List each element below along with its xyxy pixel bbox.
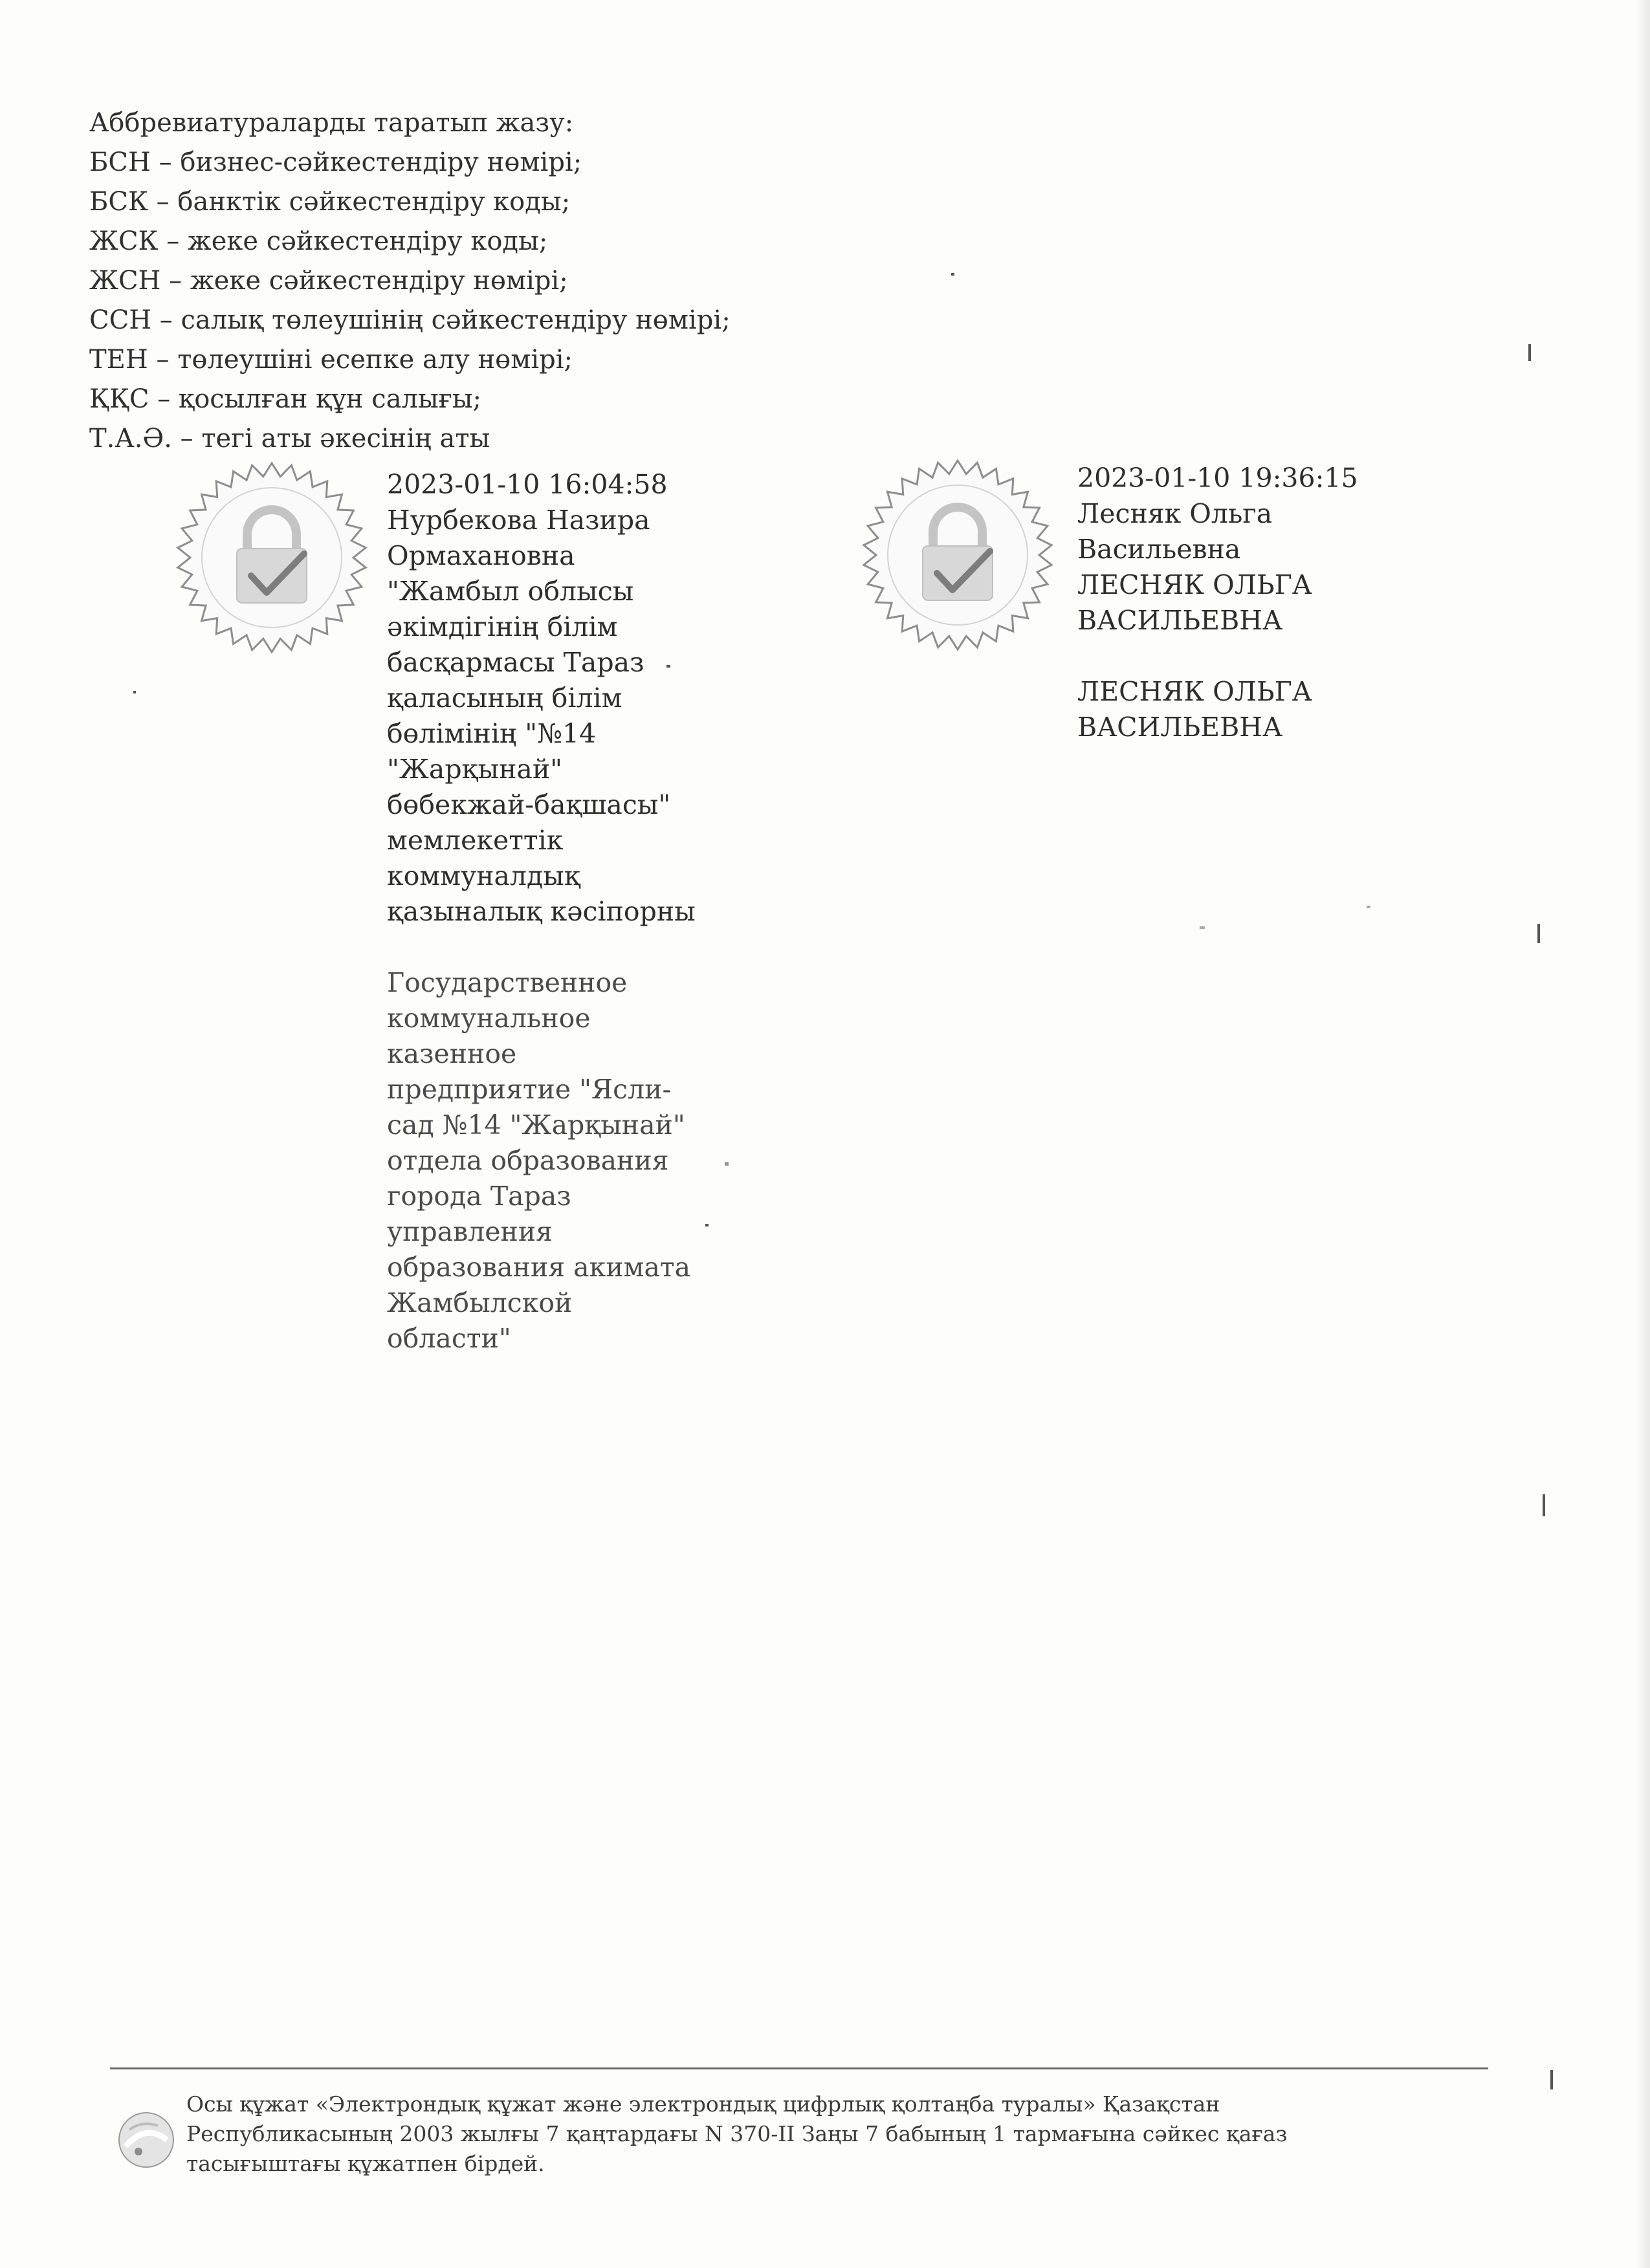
footer-legal-note (186, 2089, 1448, 2179)
lock-check-seal-icon (861, 458, 1055, 652)
signature-1-org-ru: Жамбылской (387, 1287, 573, 1318)
signature-2-org-ru: ВАСИЛЬЕВНА (1077, 712, 1283, 743)
abbreviation-item: Т.А.Ә. – тегі аты әкесінің аты (89, 424, 490, 453)
scan-speck (725, 1162, 729, 1166)
signature-1-name: Нурбекова Назира (387, 505, 650, 536)
footer-line: Осы құжат «Электрондық құжат және электрондық цифрлық қолтаңба туралы» Қазақстан (186, 2091, 1220, 2117)
signature-1-block (387, 467, 723, 1357)
signature-2-block (1077, 461, 1440, 745)
scan-speck (1367, 906, 1370, 908)
signature-2-org-ru: ЛЕСНЯК ОЛЬГА (1077, 676, 1312, 707)
signature-1-org-ru: образования акимата (387, 1252, 691, 1283)
scan-speck (1537, 924, 1540, 943)
abbreviation-item: ССН – салық төлеушінің сәйкестендіру нөмірі; (89, 305, 731, 335)
signature-1-org-kz: коммуналдық (387, 860, 580, 891)
scan-speck (133, 691, 136, 693)
signature-1-org-kz: қазыналық кәсіпорны (387, 896, 696, 927)
signature-2-name: Лесняк Ольга (1077, 498, 1273, 529)
signature-2-org-kz: ВАСИЛЬЕВНА (1077, 605, 1283, 636)
abbreviation-item: ҚҚС – қосылған құн салығы; (89, 384, 482, 414)
signature-2-org-kz: ЛЕСНЯК ОЛЬГА (1077, 569, 1312, 600)
signature-1-org-ru: города Тараз (387, 1181, 571, 1212)
signature-1-datetime: 2023-01-10 16:04:58 (387, 469, 668, 500)
footer-divider (110, 2067, 1488, 2069)
egov-logo-icon (116, 2110, 176, 2170)
scan-speck (951, 273, 954, 276)
signature-1-org-ru: отдела образования (387, 1145, 669, 1176)
scan-speck (1528, 344, 1531, 361)
abbreviation-item: ЖСК – жеке сәйкестендіру коды; (89, 226, 548, 256)
signature-1-org-kz: басқармасы Тараз (387, 647, 644, 678)
signature-1-org-ru: предприятие "Ясли- (387, 1074, 672, 1105)
signature-1-name: Ормахановна (387, 540, 575, 571)
signature-1-org-kz: бөбекжай-бақшасы" (387, 789, 671, 820)
signature-1-org-kz: мемлекеттік (387, 825, 564, 856)
signature-1-org-kz: қаласының білім (387, 682, 622, 714)
scan-speck (1543, 1494, 1545, 1516)
abbreviations-heading: Аббревиатураларды таратып жазу: (89, 108, 574, 138)
signature-1-org-ru: казенное (387, 1038, 517, 1069)
signature-2-datetime: 2023-01-10 19:36:15 (1077, 463, 1358, 494)
signature-1-org-kz: "Жамбыл облысы (387, 576, 634, 607)
footer-line: Республикасының 2003 жылғы 7 қаңтардағы N 370-II Заңы 7 бабының 1 тармағына сәйкес қағаз (186, 2121, 1288, 2146)
spacer (387, 930, 723, 965)
signature-1-org-ru: сад №14 "Жарқынай" (387, 1109, 685, 1140)
scan-speck (1200, 926, 1205, 929)
scan-speck (705, 1224, 709, 1227)
signature-1-org-kz: бөлімінің "№14 (387, 718, 597, 749)
abbreviation-item: ТЕН – төлеушіні есепке алу нөмірі; (89, 345, 573, 375)
signature-1-org-kz: "Жарқынай" (387, 754, 563, 785)
signature-1-org-ru: коммунальное (387, 1003, 591, 1034)
signature-2-name: Васильевна (1077, 534, 1241, 565)
footer-line: тасығыштағы құжатпен бірдей. (186, 2151, 545, 2176)
abbreviation-item: БСН – бизнес-сәйкестендіру нөмірі; (89, 147, 582, 177)
signature-1-org-ru: области" (387, 1323, 511, 1354)
signature-1-org-kz: әкімдігінің білім (387, 611, 618, 642)
abbreviations-block (89, 104, 731, 459)
paper-edge (1636, 0, 1650, 2268)
scan-speck (1550, 2070, 1553, 2089)
abbreviation-item: БСК – банктік сәйкестендіру коды; (89, 187, 571, 217)
signature-1-org-ru: управления (387, 1216, 553, 1247)
scan-speck (666, 665, 670, 668)
abbreviation-item: ЖСН – жеке сәйкестендіру нөмірі; (89, 266, 568, 296)
spacer (1077, 638, 1440, 674)
lock-check-seal-icon (175, 461, 369, 655)
signature-1-org-ru: Государственное (387, 967, 628, 998)
